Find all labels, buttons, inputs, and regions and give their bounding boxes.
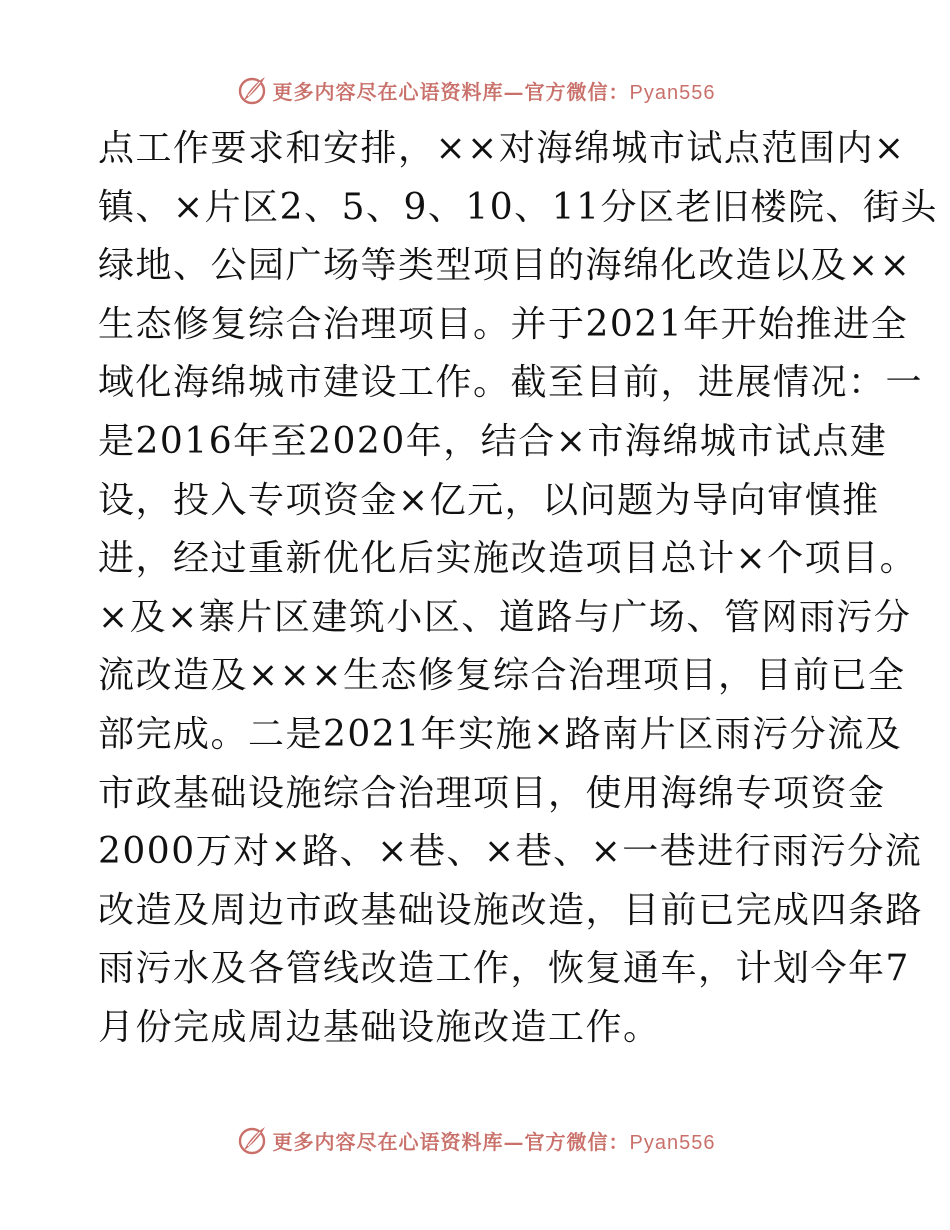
footer-watermark xyxy=(0,1120,950,1160)
paragraph-line: 镇、×片区2、5、9、10、11分区老旧楼院、街头 xyxy=(98,186,938,228)
feather-pen-logo-icon xyxy=(235,73,269,107)
paragraph-line: 雨污水及各管线改造工作，恢复通车，计划今年7 xyxy=(98,948,910,990)
paragraph-line: 设，投入专项资金×亿元，以问题为导向审慎推 xyxy=(98,479,880,521)
paragraph-line: 绿地、公园广场等类型项目的海绵化改造以及×× xyxy=(98,245,912,287)
paragraph-line: 域化海绵城市建设工作。截至目前，进展情况：一 xyxy=(98,362,924,404)
paragraph-line: 是2016年至2020年，结合×市海绵城市试点建 xyxy=(98,420,888,462)
watermark-wechat-id: Pyan556 xyxy=(629,81,716,104)
document-paragraph xyxy=(98,120,938,1058)
paragraph-line: 月份完成周边基础设施改造工作。 xyxy=(98,1006,661,1048)
paragraph-line: 流改造及×××生态修复综合治理项目，目前已全 xyxy=(98,655,906,697)
paragraph-line: 生态修复综合治理项目。并于2021年开始推进全 xyxy=(98,303,909,345)
paragraph-line: 部完成。二是2021年实施×路南片区雨污分流及 xyxy=(98,713,903,755)
watermark-wechat-id: Pyan556 xyxy=(629,1131,716,1154)
watermark-text: 更多内容尽在心语资料库—官方微信：Pyan556 xyxy=(272,79,716,104)
feather-pen-logo-icon xyxy=(235,1123,269,1157)
paragraph-line: 进，经过重新优化后实施改造项目总计×个项目。 xyxy=(98,538,918,580)
paragraph-line: 市政基础设施综合治理项目，使用海绵专项资金 xyxy=(98,772,886,814)
header-watermark xyxy=(0,70,950,110)
paragraph-line: ×及×寨片区建筑小区、道路与广场、管网雨污分 xyxy=(98,596,912,638)
paragraph-line: 2000万对×路、×巷、×巷、×一巷进行雨污分流 xyxy=(98,831,923,873)
paragraph-line: 改造及周边市政基础设施改造，目前已完成四条路 xyxy=(98,889,924,931)
paragraph-line: 点工作要求和安排，××对海绵城市试点范围内× xyxy=(98,128,906,169)
watermark-text: 更多内容尽在心语资料库—官方微信：Pyan556 xyxy=(272,1129,716,1154)
